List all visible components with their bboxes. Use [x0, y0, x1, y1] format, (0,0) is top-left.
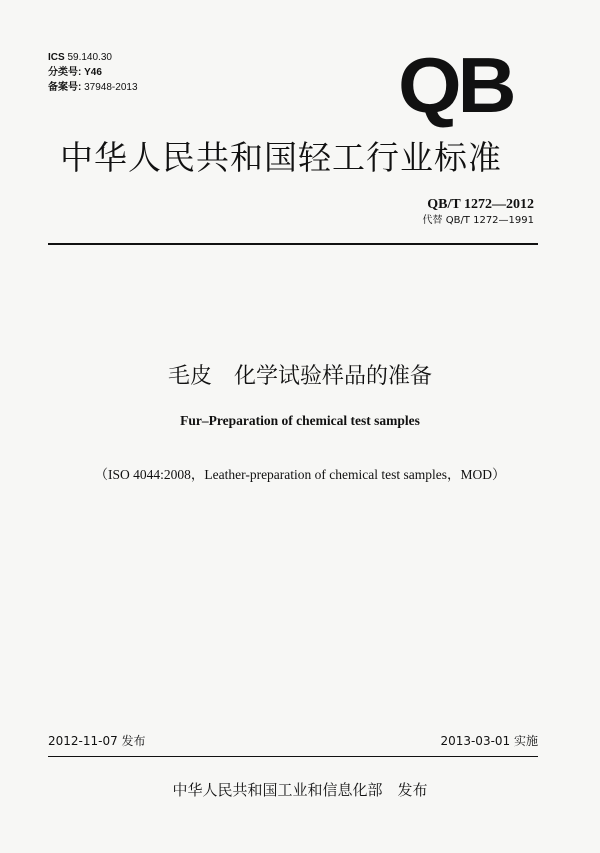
- ics-label: ICS: [48, 52, 65, 63]
- record-label: 备案号:: [48, 82, 82, 93]
- document-title-en: Fur–Preparation of chemical test samples: [180, 413, 420, 428]
- header-divider: [48, 243, 538, 245]
- issue-date: 2012-11-07 发布: [48, 734, 146, 748]
- classification-code: [48, 65, 138, 80]
- standard-number-block: [423, 196, 534, 228]
- footer-divider: [48, 756, 538, 757]
- standard-number: QB/T 1272—2012: [427, 197, 534, 212]
- classification-label: 分类号:: [48, 67, 82, 78]
- replaces-standard: 代替 QB/T 1272—1991: [422, 215, 534, 226]
- classification-value: Y46: [84, 67, 102, 78]
- ics-value: 59.140.30: [67, 52, 112, 63]
- document-title-cn: 毛皮 化学试验样品的准备: [167, 364, 432, 389]
- implementation-date: 2013-03-01 实施: [440, 734, 538, 748]
- ics-code: [48, 50, 138, 65]
- standard-category-title: 中华人民共和国轻工行业标准: [60, 138, 502, 177]
- record-number: [48, 80, 138, 95]
- record-value: 37948-2013: [84, 82, 138, 93]
- qb-logo: QB: [398, 41, 513, 129]
- iso-reference: （ISO 4044:2008，Leather-preparation of chemical test samples，MOD）: [94, 467, 506, 482]
- metadata-block: [48, 50, 138, 95]
- publisher: 中华人民共和国工业和信息化部 发布: [172, 781, 428, 799]
